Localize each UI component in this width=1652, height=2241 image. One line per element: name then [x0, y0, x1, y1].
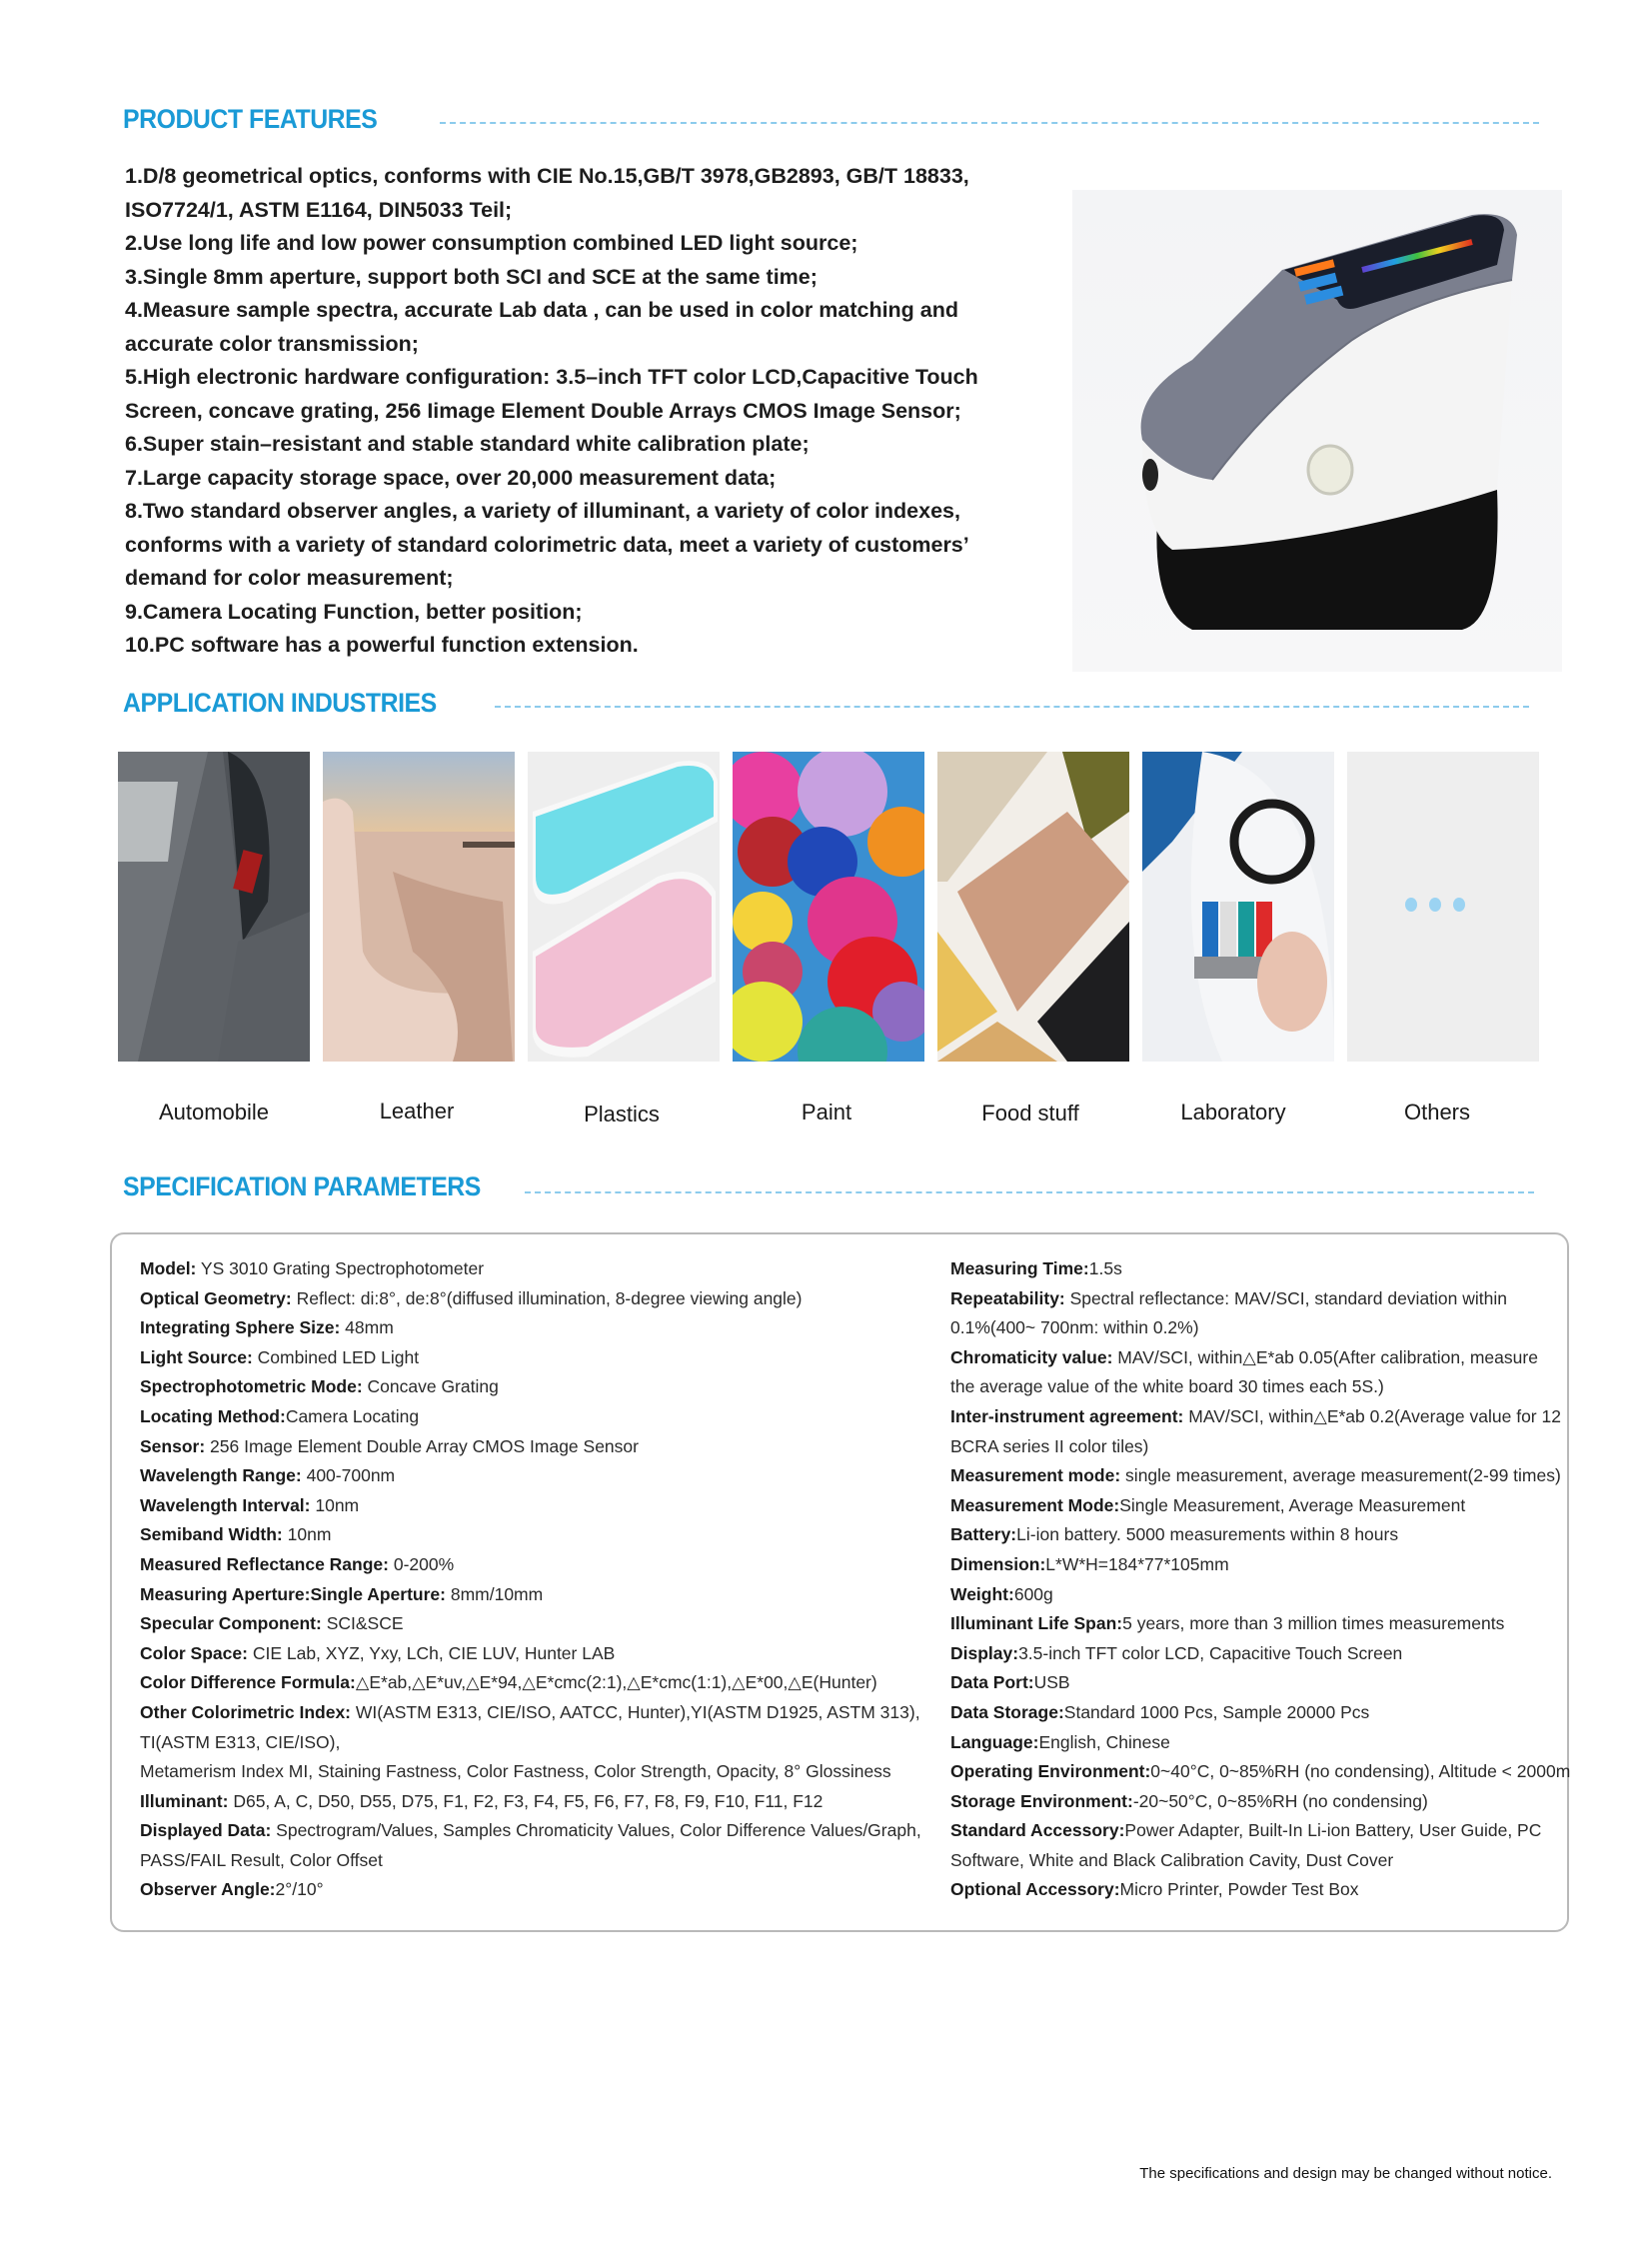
spec-row: Wavelength Range: 400-700nm	[140, 1465, 396, 1486]
section-title: APPLICATION INDUSTRIES	[123, 688, 437, 718]
spec-row: Locating Method:Camera Locating	[140, 1405, 420, 1426]
industry-card-others	[1347, 752, 1539, 1062]
spec-row: TI(ASTM E313, CIE/ISO),	[140, 1731, 341, 1752]
phone-case-photo	[528, 752, 720, 1062]
spec-row: Metamerism Index MI, Staining Fastness, Color Fastness, Color Strength, Opacity, 8° Glossiness	[140, 1761, 891, 1782]
heading-divider	[440, 122, 1539, 124]
spec-row: Measurement Mode:Single Measurement, Average Measurement	[950, 1494, 1466, 1515]
industry-label: Others	[1403, 1100, 1471, 1124]
application-industries-heading	[123, 688, 464, 719]
lab-test-tube-photo	[1142, 752, 1334, 1062]
industry-label: Food stuff	[981, 1101, 1079, 1125]
feature-line: 4.Measure sample spectra, accurate Lab data , can be used in color matching and	[125, 298, 959, 322]
spec-row: BCRA series II color tiles)	[950, 1435, 1149, 1456]
feature-line: ISO7724/1, ASTM E1164, DIN5033 Teil;	[125, 197, 513, 222]
spec-row: Semiband Width: 10nm	[140, 1524, 332, 1545]
spec-row: Data Port:USB	[950, 1672, 1070, 1693]
spec-row: Language:English, Chinese	[950, 1731, 1170, 1752]
spec-row: Specular Component: SCI&SCE	[140, 1613, 404, 1634]
spec-row: Optional Accessory:Micro Printer, Powder Test Box	[950, 1879, 1359, 1900]
specification-parameters-heading	[123, 1171, 512, 1202]
feature-line: 10.PC software has a powerful function extension.	[125, 633, 639, 657]
industry-label: Automobile	[158, 1100, 270, 1124]
spec-row: Color Difference Formula:△E*ab,△E*uv,△E*94,△E*cmc(2:1),△E*cmc(1:1),△E*00,△E(Hunter)	[140, 1672, 877, 1693]
spec-row: Operating Environment:0~40°C, 0~85%RH (no condensing), Altitude < 2000m	[950, 1761, 1571, 1782]
spec-row: PASS/FAIL Result, Color Offset	[140, 1849, 383, 1870]
feature-line: 6.Super stain–resistant and stable standard white calibration plate;	[125, 432, 810, 456]
spec-row: Optical Geometry: Reflect: di:8°, de:8°(diffused illumination, 8-degree viewing angle)	[140, 1287, 803, 1308]
specs-right-column	[950, 1254, 1571, 1905]
leather-seat-photo	[323, 752, 515, 1062]
spec-row: Measuring Aperture:Single Aperture: 8mm/10mm	[140, 1583, 544, 1604]
product-image	[1072, 190, 1562, 672]
heading-divider	[495, 706, 1529, 708]
feature-line: 1.D/8 geometrical optics, conforms with CIE No.15,GB/T 3978,GB2893, GB/T 18833,	[125, 164, 969, 188]
spec-row: Model: YS 3010 Grating Spectrophotometer	[140, 1258, 485, 1278]
spec-row: Sensor: 256 Image Element Double Array CMOS Image Sensor	[140, 1435, 639, 1456]
industry-card-paint	[733, 752, 924, 1062]
spec-row: Battery:Li-ion battery. 5000 measurements within 8 hours	[950, 1524, 1399, 1545]
feature-line: 7.Large capacity storage space, over 20,000 measurement data;	[125, 465, 777, 490]
spec-row: Weight:600g	[950, 1583, 1053, 1604]
feature-line: demand for color measurement;	[125, 566, 454, 590]
spec-row: Color Space: CIE Lab, XYZ, Yxy, LCh, CIE LUV, Hunter LAB	[140, 1642, 616, 1663]
grains-beans-photo	[937, 752, 1129, 1062]
feature-line: accurate color transmission;	[125, 331, 419, 356]
spec-row: Dimension:L*W*H=184*77*105mm	[950, 1553, 1229, 1574]
spec-row: the average value of the white board 30 times each 5S.)	[950, 1376, 1384, 1397]
heading-divider	[525, 1191, 1534, 1193]
spec-row: Storage Environment:-20~50°C, 0~85%RH (no condensing)	[950, 1790, 1428, 1811]
spec-row: Standard Accessory:Power Adapter, Built-In Li-ion Battery, User Guide, PC	[950, 1820, 1542, 1841]
industry-label: Leather	[379, 1099, 455, 1123]
spec-row: Display:3.5-inch TFT color LCD, Capacitive Touch Screen	[950, 1642, 1403, 1663]
industry-card-laboratory	[1142, 752, 1334, 1062]
section-title: SPECIFICATION PARAMETERS	[123, 1171, 481, 1201]
spec-row: Repeatability: Spectral reflectance: MAV/SCI, standard deviation within	[950, 1287, 1508, 1308]
feature-line: 2.Use long life and low power consumption combined LED light source;	[125, 231, 858, 255]
industry-card-food-stuff	[937, 752, 1129, 1062]
feature-line: 9.Camera Locating Function, better position;	[125, 599, 583, 624]
feature-line: 5.High electronic hardware configuration: 3.5–inch TFT color LCD,Capacitive Touch	[125, 365, 978, 389]
industry-card-plastics	[528, 752, 720, 1062]
car-interior-photo	[118, 752, 310, 1062]
more-dots-icon	[1405, 898, 1465, 912]
spec-row: Light Source: Combined LED Light	[140, 1346, 420, 1367]
specs-left-column	[140, 1254, 919, 1905]
spec-row: Other Colorimetric Index: WI(ASTM E313, CIE/ISO, AATCC, Hunter),YI(ASTM D1925, ASTM 313),	[140, 1701, 920, 1722]
spec-row: Wavelength Interval: 10nm	[140, 1494, 360, 1515]
spec-row: Chromaticity value: MAV/SCI, within△E*ab 0.05(After calibration, measure	[950, 1346, 1538, 1367]
spec-row: Measured Reflectance Range: 0-200%	[140, 1553, 455, 1574]
spec-row: Software, White and Black Calibration Cavity, Dust Cover	[950, 1849, 1394, 1870]
feature-line: 3.Single 8mm aperture, support both SCI and SCE at the same time;	[125, 264, 818, 289]
spec-row: Measuring Time:1.5s	[950, 1258, 1122, 1278]
industries-gallery	[118, 752, 1537, 1062]
features-list	[125, 160, 1044, 663]
spec-row: Inter-instrument agreement: MAV/SCI, within△E*ab 0.2(Average value for 12	[950, 1405, 1561, 1426]
spectrophotometer-illustration	[1072, 190, 1562, 672]
spec-row: Integrating Sphere Size: 48mm	[140, 1317, 394, 1338]
industry-label: Laboratory	[1180, 1100, 1286, 1124]
product-features-heading	[123, 104, 400, 135]
industry-label: Paint	[801, 1100, 852, 1124]
disclaimer-note: The specifications and design may be changed without notice.	[1139, 2165, 1552, 2182]
spec-row: Observer Angle:2°/10°	[140, 1879, 324, 1900]
spec-row: Data Storage:Standard 1000 Pcs, Sample 20000 Pcs	[950, 1701, 1370, 1722]
section-title: PRODUCT FEATURES	[123, 104, 378, 134]
spec-row: Illuminant: D65, A, C, D50, D55, D75, F1, F2, F3, F4, F5, F6, F7, F8, F9, F10, F11, F12	[140, 1790, 824, 1811]
spec-row: Measurement mode: single measurement, average measurement(2-99 times)	[950, 1465, 1561, 1486]
industry-card-automobile	[118, 752, 310, 1062]
industry-card-leather	[323, 752, 515, 1062]
spec-row: 0.1%(400~ 700nm: within 0.2%)	[950, 1317, 1199, 1338]
industry-label: Plastics	[584, 1102, 660, 1126]
pigment-powder-photo	[733, 752, 924, 1062]
feature-line: conforms with a variety of standard colorimetric data, meet a variety of customers’	[125, 532, 969, 557]
spec-row: Spectrophotometric Mode: Concave Grating	[140, 1376, 499, 1397]
spec-row: Illuminant Life Span:5 years, more than 3 million times measurements	[950, 1613, 1505, 1634]
feature-line: 8.Two standard observer angles, a variety of illuminant, a variety of color indexes,	[125, 499, 960, 523]
feature-line: Screen, concave grating, 256 Iimage Element Double Arrays CMOS Image Sensor;	[125, 398, 961, 423]
spec-row: Displayed Data: Spectrogram/Values, Samples Chromaticity Values, Color Difference Values/Graph,	[140, 1820, 921, 1841]
